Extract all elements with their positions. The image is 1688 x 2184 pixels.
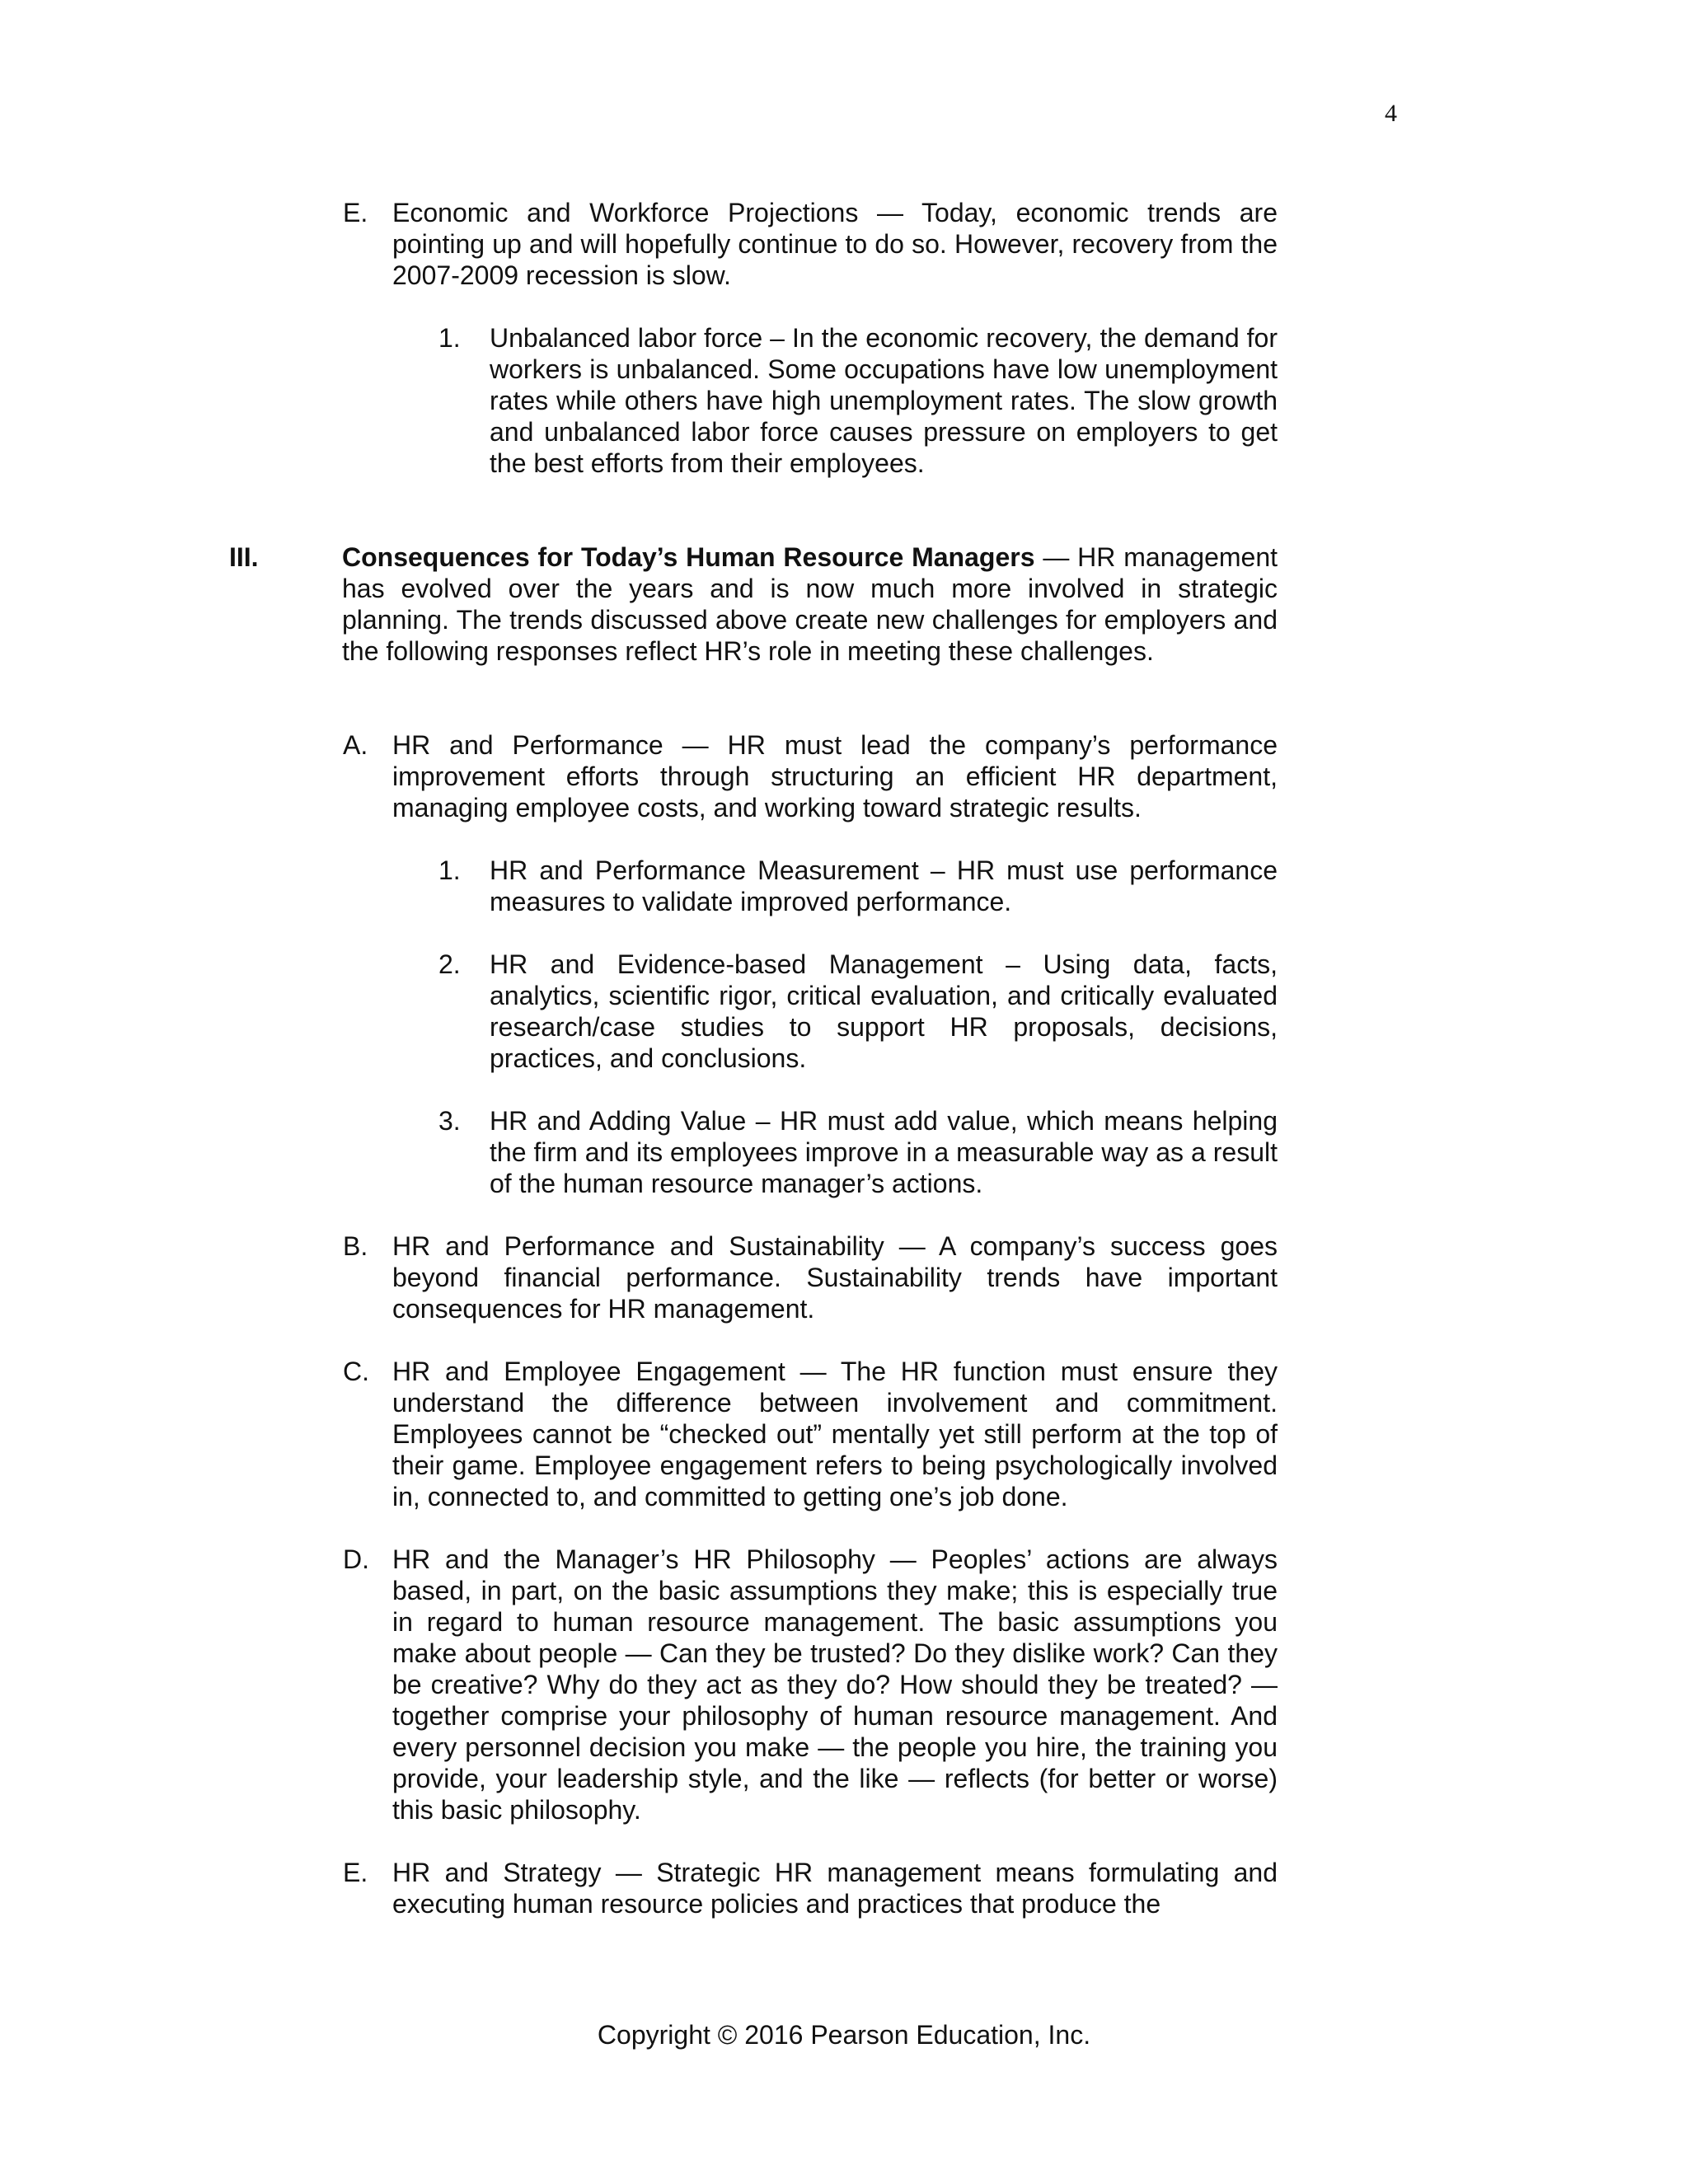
paragraph-text: HR and the Manager’s HR Philosophy — Peoples’ actions are always based, in part, on the basic assumptions they make; this is especially true in regard to human resource management. The basic assumptions you make about people — Can they be trusted? Do they dislike work? Can they be creative? Why do they act as they do? How should they be treated? — together comprise your philosophy of human resource management. And every personnel decision you make — the people you hire, the training you provide, your leadership style, and the like — reflects (for better or worse) this basic philosophy. <box>392 1544 1278 1825</box>
item-1-performance-measurement <box>438 855 1278 917</box>
list-marker: 3. <box>438 1106 461 1136</box>
section-e-hr-and-strategy <box>343 1857 1278 1919</box>
paragraph-text: HR and Performance Measurement – HR must use performance measures to validate improved performance. <box>490 855 1278 916</box>
list-marker: C. <box>343 1357 369 1386</box>
list-marker: D. <box>343 1544 369 1574</box>
list-marker: A. <box>343 730 368 760</box>
paragraph-text: HR and Performance — HR must lead the company’s performance improvement efforts through structuring an efficient HR department, managing employee costs, and working toward strategic results. <box>392 730 1278 823</box>
section-iii-consequences <box>229 541 1278 667</box>
paragraph-text: HR and Employee Engagement — The HR function must ensure they understand the difference between involvement and commitment. Employees cannot be “checked out” mentally yet still perform at the top of their game. Employee engagement refers to being psychologically involved in, connected to, and committed to getting one’s job done. <box>392 1357 1278 1511</box>
paragraph-text: Economic and Workforce Projections — Today, economic trends are pointing up and will hopefully continue to do so. However, recovery from the 2007-2009 recession is slow. <box>392 198 1278 290</box>
section-c-employee-engagement <box>343 1356 1278 1512</box>
section-a-hr-and-performance <box>343 729 1278 823</box>
list-marker: 1. <box>438 323 461 353</box>
item-2-evidence-based-management <box>438 949 1278 1074</box>
copyright-footer: Copyright © 2016 Pearson Education, Inc. <box>597 2020 1091 2050</box>
list-marker: 1. <box>438 855 461 885</box>
item-3-adding-value <box>438 1105 1278 1199</box>
list-marker: E. <box>343 1858 368 1887</box>
list-marker: 2. <box>438 949 461 979</box>
paragraph-text: HR and Evidence-based Management – Using data, facts, analytics, scientific rigor, critical evaluation, and critically evaluated research/case studies to support HR proposals, decisions, practices, and conclusions. <box>490 949 1278 1073</box>
paragraph-text: HR and Adding Value – HR must add value, which means helping the firm and its employees improve in a measurable way as a result of the human resource manager’s actions. <box>490 1106 1278 1198</box>
list-marker: E. <box>343 198 368 227</box>
paragraph-text: — HR management has evolved over the years and is now much more involved in strategic planning. The trends discussed above create new challenges for employers and the following responses reflect HR’s role in meeting these challenges. <box>342 542 1278 666</box>
section-d-hr-philosophy <box>343 1544 1278 1825</box>
list-marker: B. <box>343 1231 368 1261</box>
list-marker: III. <box>229 542 259 572</box>
section-heading: Consequences for Today’s Human Resource Managers <box>342 542 1035 572</box>
page-number: 4 <box>1385 100 1397 127</box>
section-e-economic-projections <box>343 197 1278 291</box>
paragraph-text: Unbalanced labor force – In the economic recovery, the demand for workers is unbalanced. Some occupations have low unemployment rates while others have high unemployment rates. The slow growth and unbalanced labor force causes pressure on employers to get the best efforts from their employees. <box>490 323 1278 478</box>
paragraph-text: HR and Strategy — Strategic HR management means formulating and executing human resource policies and practices that produce the <box>392 1858 1278 1919</box>
paragraph-text: HR and Performance and Sustainability — A company’s success goes beyond financial performance. Sustainability trends have important consequences for HR management. <box>392 1231 1278 1324</box>
item-1-unbalanced-labor-force <box>438 322 1278 479</box>
section-b-sustainability <box>343 1230 1278 1324</box>
